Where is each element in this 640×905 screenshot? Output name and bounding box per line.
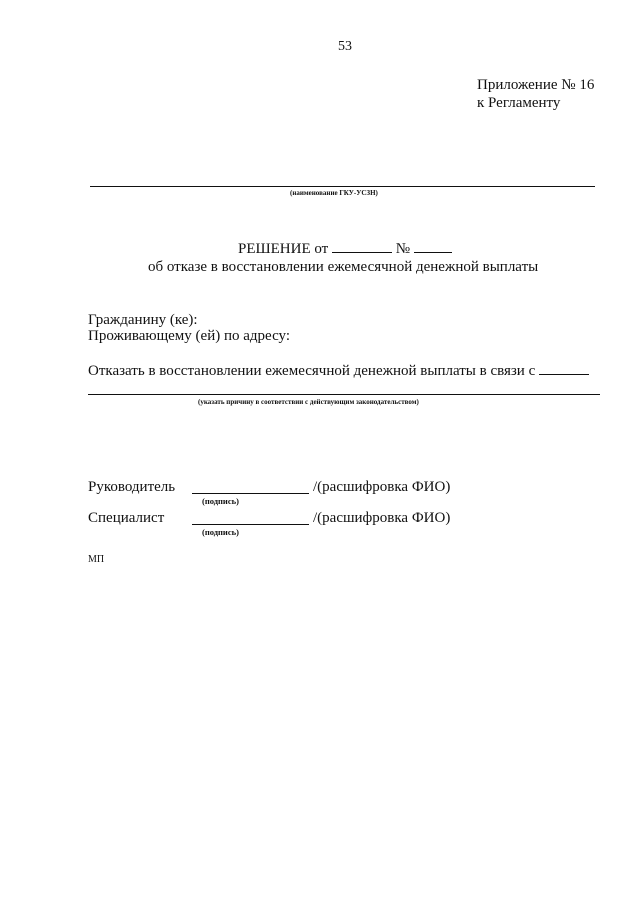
signature-line-specialist [192, 524, 309, 525]
refusal-reason-blank [539, 362, 589, 375]
refusal-statement: Отказать в восстановлении ежемесячной денежной выплаты в связи с [88, 363, 536, 379]
decision-title-prefix: РЕШЕНИЕ от [238, 241, 329, 257]
appendix-line-2: к Регламенту [477, 95, 561, 111]
signature-role-specialist: Специалист [88, 510, 165, 526]
address-label: Проживающему (ей) по адресу: [88, 328, 291, 344]
decision-title [238, 240, 452, 258]
org-name-line [90, 186, 595, 187]
reason-line [88, 394, 600, 395]
signature-decode-head: /(расшифровка ФИО) [313, 479, 451, 495]
decision-subtitle: об отказе в восстановлении ежемесячной денежной выплаты [148, 259, 539, 275]
signature-caption-head: (подпись) [202, 496, 239, 506]
stamp-label: МП [88, 554, 105, 565]
signature-decode-specialist: /(расшифровка ФИО) [313, 510, 451, 526]
org-name-caption: (наименование ГКУ-УСЗН) [290, 189, 378, 197]
signature-line-head [192, 493, 309, 494]
citizen-label: Гражданину (ке): [88, 312, 198, 328]
refusal-text [88, 362, 589, 380]
reason-caption: (указать причину в соответствии с действующим законодательством) [198, 398, 419, 406]
page-number: 53 [338, 39, 352, 54]
appendix-line-1: Приложение № 16 [477, 77, 595, 93]
signature-role-head: Руководитель [88, 479, 176, 495]
signature-caption-specialist: (подпись) [202, 527, 239, 537]
decision-number-sign: № [395, 241, 411, 257]
decision-number-blank [414, 240, 452, 253]
decision-date-blank [332, 240, 392, 253]
